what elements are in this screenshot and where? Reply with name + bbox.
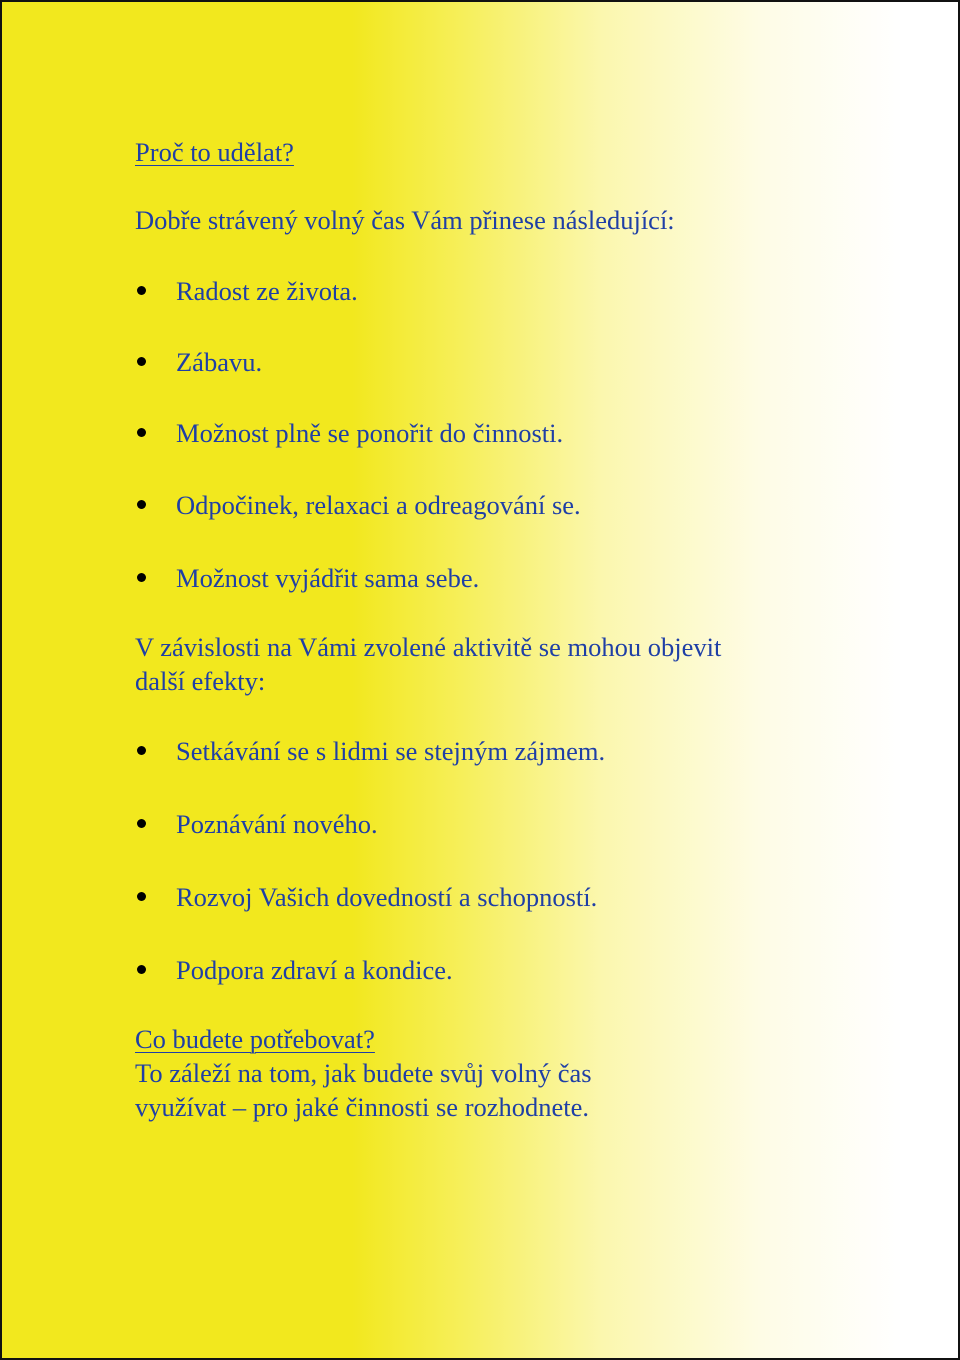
bullet-icon (137, 573, 146, 582)
list-item-text: Setkávání se s lidmi se stejným zájmem. (176, 736, 606, 766)
list-item-text: Odpočinek, relaxaci a odreagování se. (176, 490, 581, 520)
bullet-icon (137, 286, 146, 295)
list-item-text: Zábavu. (176, 347, 263, 377)
bullet-icon (137, 746, 146, 755)
closing-line-1: To záleží na tom, jak budete svůj volný čas (135, 1058, 592, 1088)
heading-need: Co budete potřebovat? (135, 1024, 375, 1054)
bullet-icon (137, 357, 146, 366)
list-item-text: Poznávání nového. (176, 809, 378, 839)
heading-why: Proč to udělat? (135, 137, 294, 167)
list-item-text: Možnost vyjádřit sama sebe. (176, 563, 480, 593)
bullet-icon (137, 819, 146, 828)
closing-line-2: využívat – pro jaké činnosti se rozhodnete. (135, 1092, 590, 1122)
bullet-icon (137, 428, 146, 437)
intro-effects-line-1: V závislosti na Vámi zvolené aktivitě se mohou objevit (135, 632, 722, 662)
intro-effects-line-2: další efekty: (135, 666, 266, 696)
list-item-text: Možnost plně se ponořit do činnosti. (176, 418, 564, 448)
bullet-icon (137, 500, 146, 509)
intro-benefits: Dobře strávený volný čas Vám přinese následující: (135, 205, 675, 235)
bullet-icon (137, 965, 146, 974)
list-item-text: Rozvoj Vašich dovedností a schopností. (176, 882, 598, 912)
bullet-icon (137, 892, 146, 901)
list-item-text: Radost ze života. (176, 276, 358, 306)
list-item-text: Podpora zdraví a kondice. (176, 955, 453, 985)
